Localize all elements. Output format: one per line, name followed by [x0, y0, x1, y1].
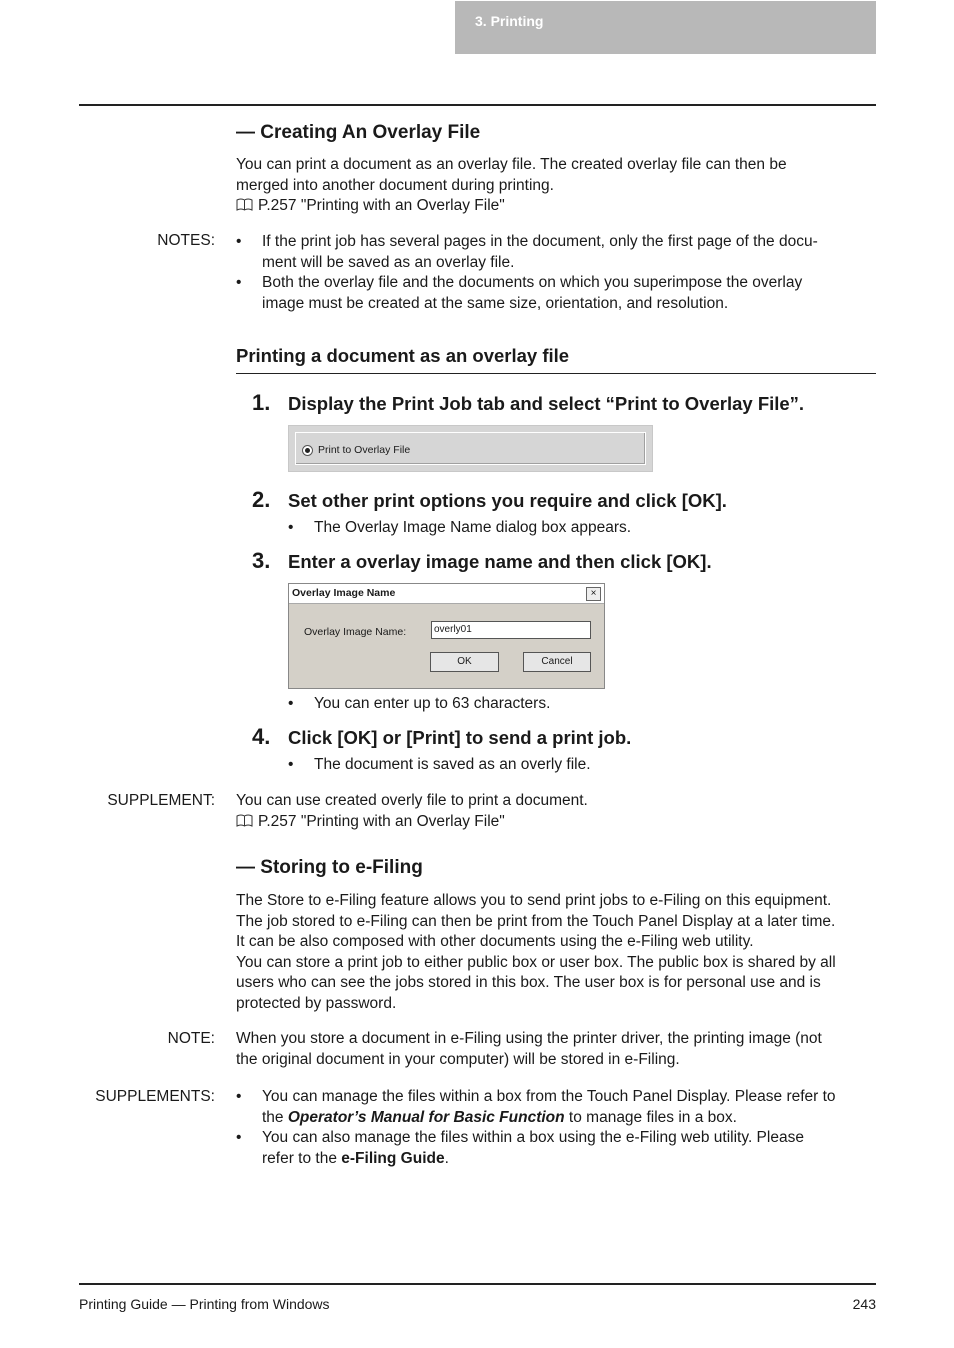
step-number: 1. [252, 390, 271, 415]
step-bullet: • The Overlay Image Name dialog box appears. [288, 519, 632, 536]
step-number: 2. [252, 487, 271, 512]
step-title: Display the Print Job tab and select “Print to Overlay File”. [288, 393, 805, 414]
print-to-overlay-radio[interactable] [302, 445, 313, 456]
footer-title: Printing Guide — Printing from Windows [79, 1296, 330, 1312]
cross-reference-text: P.257 "Printing with an Overlay File" [258, 812, 505, 830]
step-number: 3. [252, 548, 271, 573]
page-number: 243 [852, 1296, 876, 1312]
supplement-item: • You can also manage the files within a box using the e-Filing web utility. Please refer to the e-Filing Guide. [236, 1129, 804, 1167]
procedure-heading: Printing a document as an overlay file [236, 345, 570, 366]
step-bullet: • You can enter up to 63 characters. [288, 695, 551, 712]
note-item: • If the print job has several pages in the document, only the first page of the docu- ment will be saved as an overlay file. [236, 233, 818, 271]
field-label: Overlay Image Name: [304, 626, 407, 638]
note-label: NOTE: [167, 1030, 215, 1047]
step-bullet: • The document is saved as an overly file. [288, 756, 591, 773]
manual-title: Operator’s Manual for Basic Function [287, 1108, 565, 1126]
chapter-tab-label: 3. Printing [475, 13, 544, 29]
bullet: • [236, 233, 242, 250]
bullet: • [236, 274, 242, 291]
supplements-label: SUPPLEMENTS: [95, 1088, 215, 1105]
cancel-button[interactable]: Cancel [523, 652, 591, 672]
efiling-description: The Store to e-Filing feature allows you to send print jobs to e-Filing on this equipment. The job stored to e-Filing can then be print from the Touch Panel Display at a later time. It can be also composed with other documents using the e-Filing web utility. You can store a print job to either public box or user box. The public box is shared by all users who can see the jobs stored in this box. The user box is for personal use and is protected by password. [236, 892, 836, 1012]
intro-line: merged into another document during printing. [236, 176, 554, 194]
step-title: Set other print options you require and click [OK]. [288, 490, 727, 511]
procedure-rule [236, 373, 876, 374]
cross-reference[interactable] [236, 812, 588, 833]
header-rule [79, 104, 876, 106]
supplement-text: You can use created overly file to print a document. P.257 "Printing with an Overlay File" [236, 791, 588, 832]
overlay-name-input[interactable]: overly01 [431, 621, 591, 639]
supplement-label: SUPPLEMENT: [107, 792, 215, 809]
section-title-overlay: — Creating An Overlay File [236, 122, 481, 143]
step-title: Click [OK] or [Print] to send a print job. [288, 727, 632, 748]
cross-reference[interactable] [236, 196, 787, 217]
section-title-efiling: — Storing to e-Filing [236, 857, 423, 878]
book-icon [236, 198, 253, 211]
intro-line: You can print a document as an overlay file. The created overlay file can then be [236, 156, 787, 173]
section-intro [236, 155, 787, 217]
notes-label: NOTES: [157, 232, 215, 249]
supplement-item: • You can manage the files within a box from the Touch Panel Display. Please refer to the Operator’s Manual for Basic Function to manage files in a box. [236, 1088, 836, 1126]
radio-label: Print to Overlay File [318, 444, 411, 456]
close-icon[interactable]: × [586, 587, 601, 601]
ok-button[interactable]: OK [430, 652, 499, 672]
dialog-title: Overlay Image Name [292, 587, 396, 599]
cross-reference-text: P.257 "Printing with an Overlay File" [258, 197, 505, 214]
step-title: Enter a overlay image name and then click [OK]. [288, 551, 712, 572]
note-item: • Both the overlay file and the documents on which you superimpose the overlay image must be created at the same size, orientation, and resolution. [236, 274, 803, 312]
step-number: 4. [252, 724, 271, 749]
overlay-image-name-dialog [288, 583, 605, 689]
chapter-tab [455, 1, 876, 54]
footer-rule [79, 1283, 876, 1285]
book-icon [236, 814, 253, 827]
note-text: When you store a document in e-Filing using the printer driver, the printing image (not the original document in your computer) will be stored in e-Filing. [236, 1030, 822, 1068]
guide-title: e-Filing Guide [341, 1149, 445, 1167]
dialog-titlebar [289, 584, 604, 604]
